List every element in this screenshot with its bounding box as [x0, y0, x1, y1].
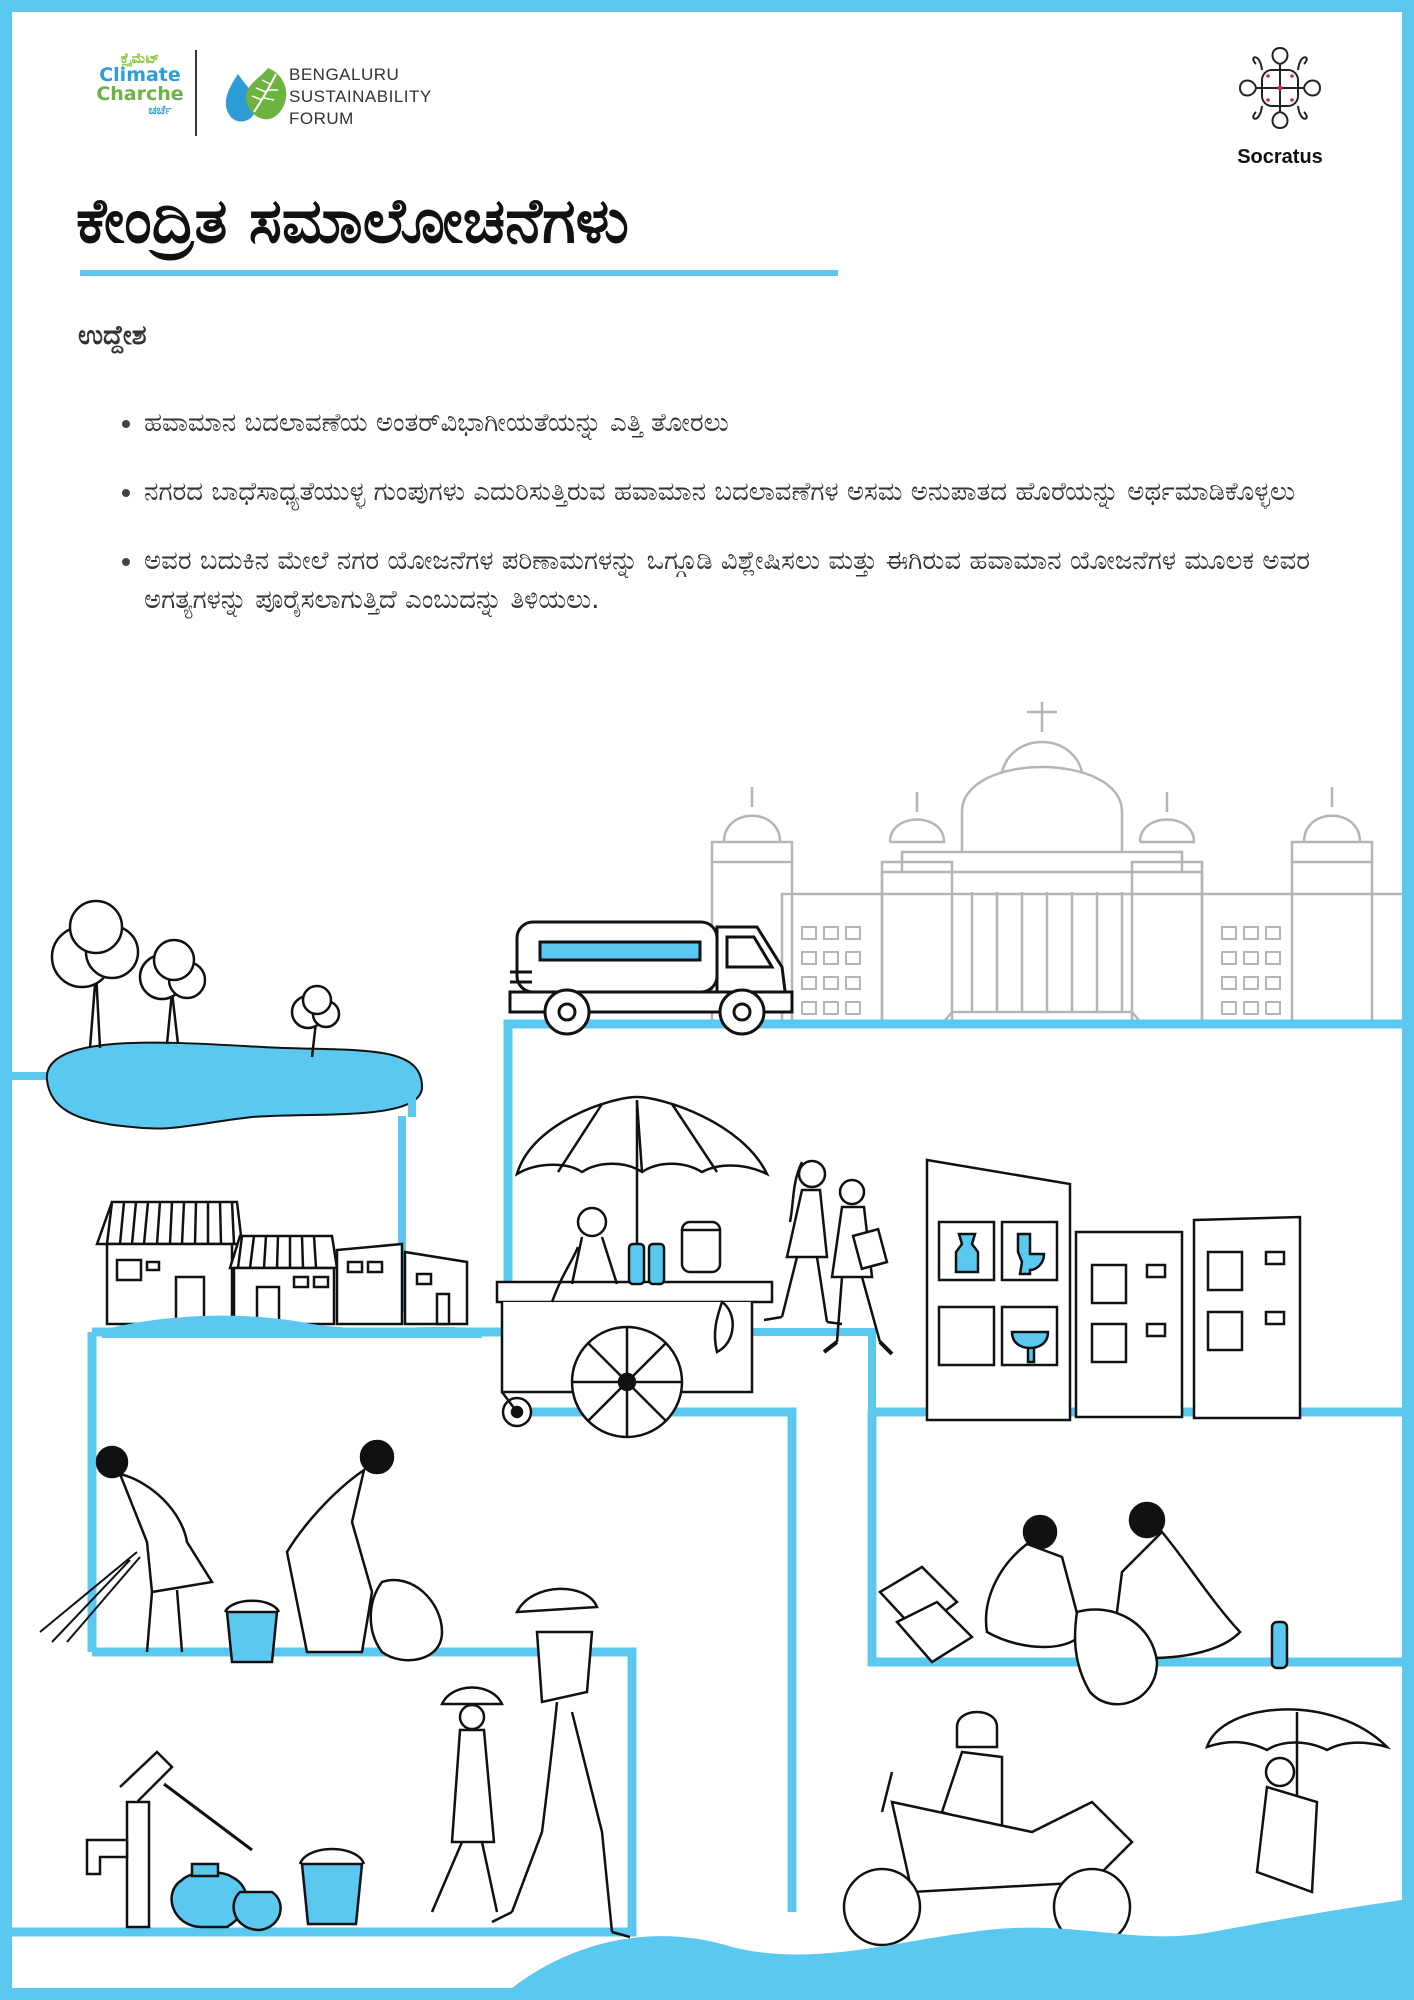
page-title: ಕೇಂದ್ರಿತ ಸಮಾಲೋಚನೆಗಳು — [76, 184, 629, 257]
slum-houses — [97, 1202, 467, 1324]
sanitation-workers — [40, 1441, 442, 1662]
waste-sorting-women — [880, 1503, 1287, 1704]
logo-climate-text: Climate — [99, 64, 181, 86]
schoolgirls-walking — [764, 1161, 892, 1354]
objective-item: • ಹವಾಮಾನ ಬದಲಾವಣೆಯ ಅಂತರ್‌ವಿಭಾಗೀಯತೆಯನ್ನು ಎತ್ತಿ ತೋರಲು — [144, 404, 1324, 443]
logo-kannada-bottom: ಚರ್ಚೆ — [148, 103, 172, 117]
socratus-logo-text: Socratus — [1237, 146, 1323, 168]
lake-with-trees — [47, 901, 422, 1129]
hand-pump-and-pots — [87, 1752, 364, 1930]
logo-kannada-top: ಕ್ಲೈಮೆಟ್ — [120, 51, 160, 67]
bsf-line-3: FORUM — [289, 109, 354, 128]
vendor-cart-with-umbrella — [497, 1097, 772, 1437]
bsf-line-1: BENGALURU — [289, 65, 400, 84]
apartment-buildings — [927, 1160, 1300, 1420]
objective-item: • ನಗರದ ಬಾಧೆಸಾಧ್ಯತೆಯುಳ್ಳ ಗುಂಪುಗಳು ಎದುರಿಸುತ್ತಿರುವ ಹವಾಮಾನ ಬದಲಾವಣೆಗಳ ಅಸಮ ಅನುಪಾತದ ಹೊರೆಯನ್ನು ಅರ್ಥಮಾಡಿಕೊಳ್ಳಲು — [144, 473, 1324, 512]
poster-page — [12, 12, 1402, 1988]
flood-water — [512, 1900, 1402, 1988]
objective-item: • ಅವರ ಬದುಕಿನ ಮೇಲೆ ನಗರ ಯೋಜನೆಗಳ ಪರಿಣಾಮಗಳನ್ನು ಒಗ್ಗೂಡಿ ವಿಶ್ಲೇಷಿಸಲು ಮತ್ತು ಈಗಿರುವ ಹವಾಮಾನ ಯೋಜನೆಗಳ ಮೂಲಕ ಅವರ ಅಗತ್ಯಗಳನ್ನು ಪೂರೈಸಲಾಗುತ್ತಿದೆ ಎಂಬುದನ್ನು ತಿಳಿಯಲು. — [144, 542, 1324, 620]
vidhana-soudha-illustration — [712, 702, 1402, 1024]
bsf-line-2: SUSTAINABILITY — [289, 87, 432, 106]
porters-carrying-loads — [432, 1589, 630, 1937]
logo-charche-text: Charche — [96, 83, 184, 105]
objective-heading: ಉದ್ದೇಶ — [78, 320, 147, 351]
water-tanker-truck — [510, 922, 792, 1034]
city-illustration — [12, 12, 1402, 1988]
rider-and-umbrella-man — [844, 1709, 1387, 1945]
